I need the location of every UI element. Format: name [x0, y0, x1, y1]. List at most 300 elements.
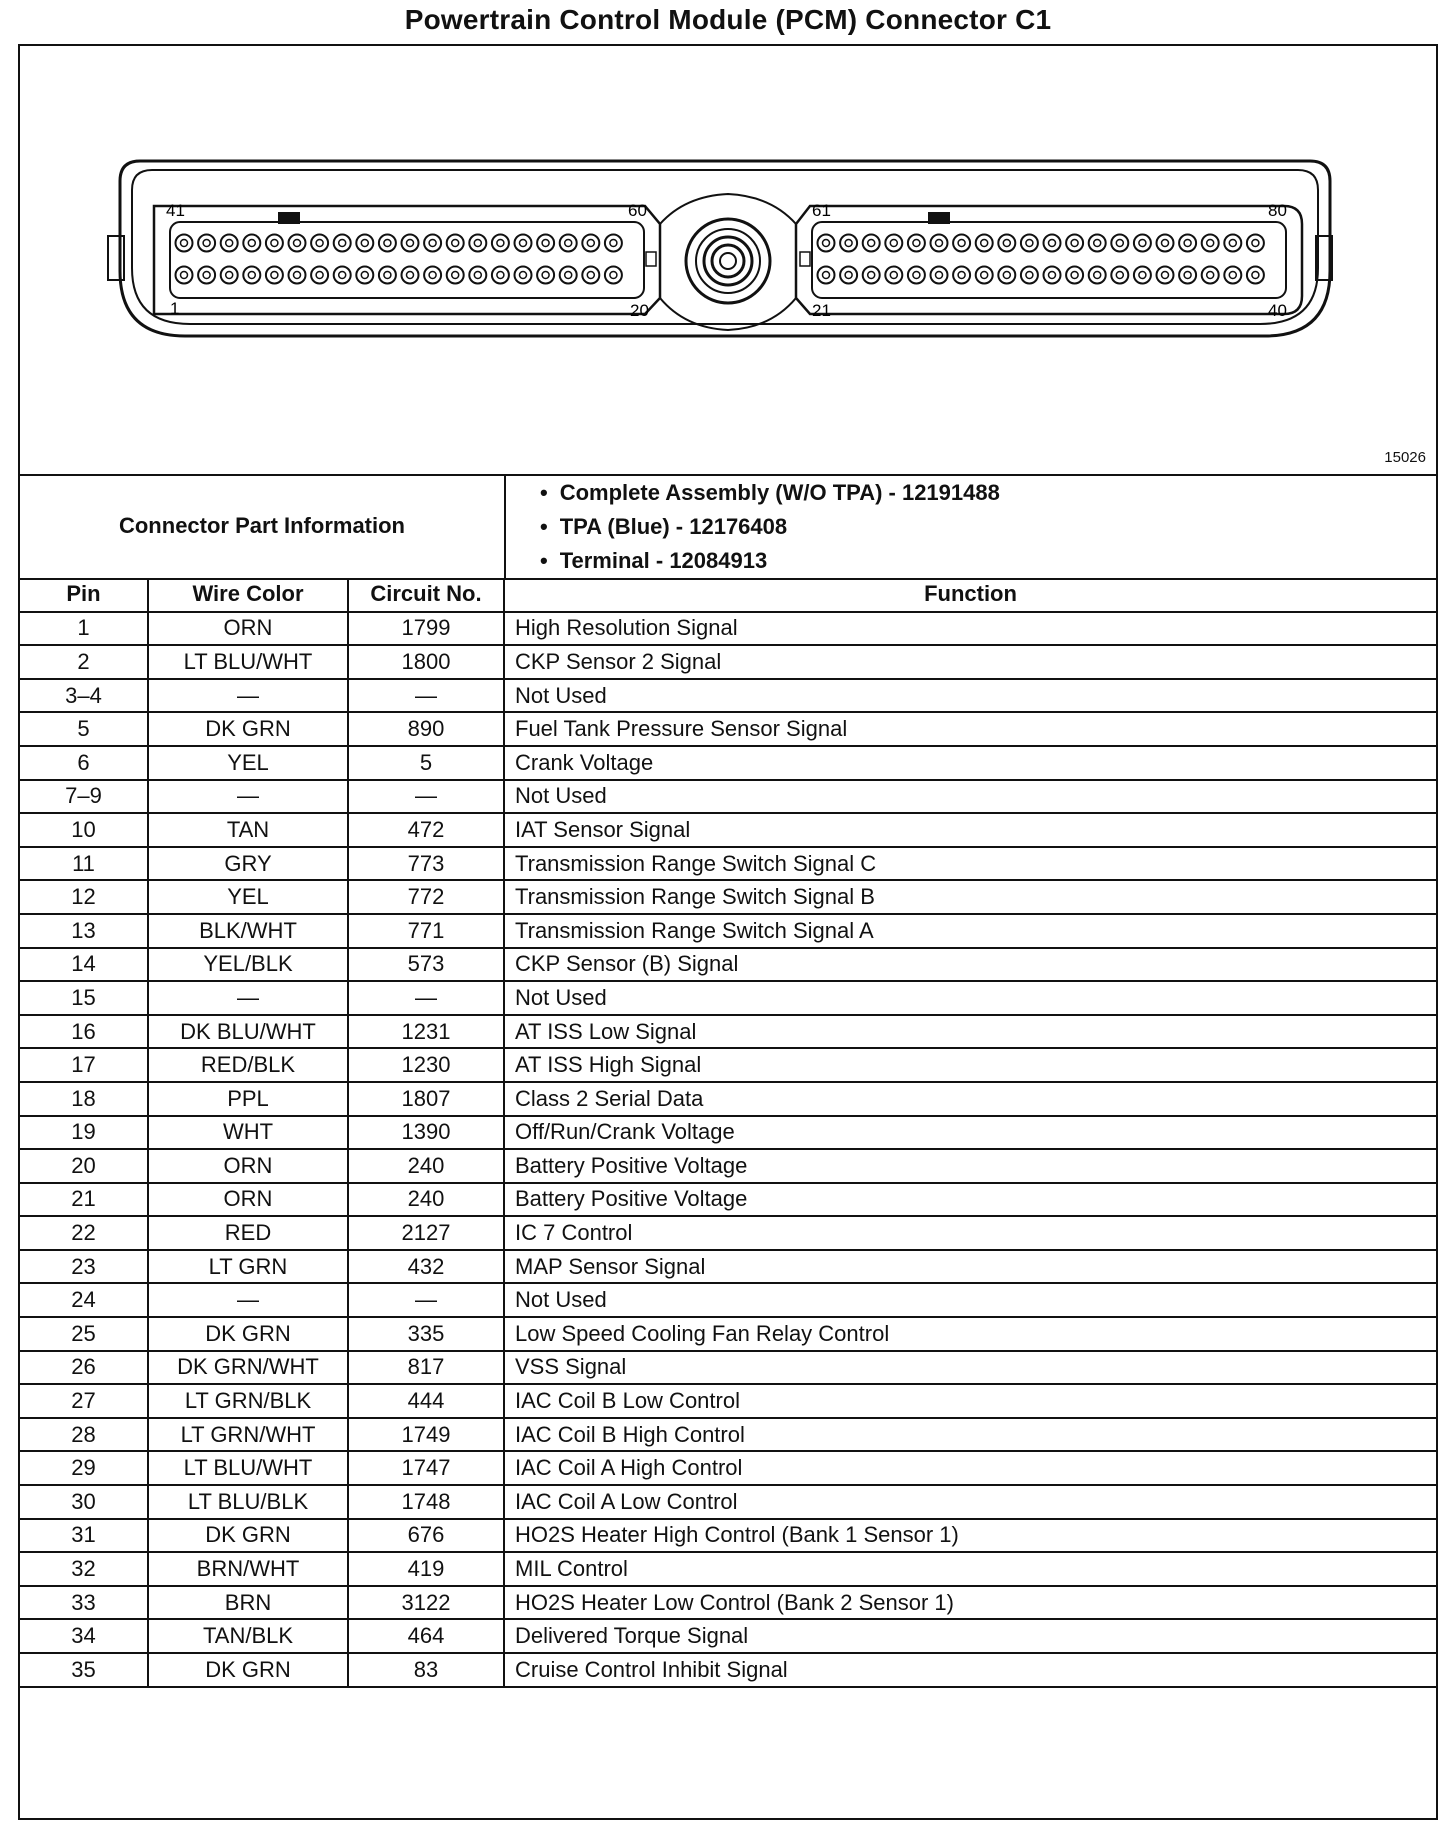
- function-cell: Off/Run/Crank Voltage: [504, 1116, 1436, 1150]
- table-row: [20, 813, 1436, 847]
- table-row: [20, 1216, 1436, 1250]
- function-cell: Not Used: [504, 981, 1436, 1015]
- circuit-cell: 240: [348, 1183, 504, 1217]
- pin-contact: [429, 272, 436, 279]
- wire-color-cell: DK GRN/WHT: [148, 1351, 348, 1385]
- pin-contact: [407, 240, 414, 247]
- table-row: [20, 1082, 1436, 1116]
- wire-color-cell: ORN: [148, 612, 348, 646]
- pin-socket: [289, 235, 306, 252]
- pin-cell: 17: [20, 1048, 148, 1082]
- function-cell: Battery Positive Voltage: [504, 1149, 1436, 1183]
- pin-cell: 18: [20, 1082, 148, 1116]
- pin-contact: [958, 272, 965, 279]
- pin-socket: [931, 235, 948, 252]
- wire-color-cell: BRN/WHT: [148, 1552, 348, 1586]
- connector-housing-inner: [132, 170, 1318, 324]
- pin-contact: [248, 240, 255, 247]
- function-cell: High Resolution Signal: [504, 612, 1436, 646]
- circuit-cell: 464: [348, 1619, 504, 1653]
- pin-contact: [1207, 272, 1214, 279]
- pin-socket: [424, 267, 441, 284]
- table-row: [20, 1451, 1436, 1485]
- pin-socket: [379, 235, 396, 252]
- function-cell: Low Speed Cooling Fan Relay Control: [504, 1317, 1436, 1351]
- circuit-cell: 335: [348, 1317, 504, 1351]
- pin-contact: [565, 240, 572, 247]
- circuit-cell: 419: [348, 1552, 504, 1586]
- table-row: [20, 847, 1436, 881]
- pin-socket: [1202, 235, 1219, 252]
- pin-contact: [1003, 272, 1010, 279]
- table-row: [20, 780, 1436, 814]
- pin-contact: [226, 240, 233, 247]
- table-row: [20, 1552, 1436, 1586]
- table-row: [20, 880, 1436, 914]
- pin-contact: [913, 272, 920, 279]
- pin-socket: [492, 267, 509, 284]
- pin-contact: [1139, 240, 1146, 247]
- pin-socket: [1247, 267, 1264, 284]
- pin-cell: 19: [20, 1116, 148, 1150]
- pin-contact: [868, 240, 875, 247]
- circuit-cell: 773: [348, 847, 504, 881]
- circuit-cell: 1747: [348, 1451, 504, 1485]
- wire-color-cell: DK BLU/WHT: [148, 1015, 348, 1049]
- function-cell: VSS Signal: [504, 1351, 1436, 1385]
- circuit-cell: 573: [348, 948, 504, 982]
- pin-cell: 32: [20, 1552, 148, 1586]
- pin-contact: [497, 240, 504, 247]
- pin-socket: [1066, 267, 1083, 284]
- pin-contact: [823, 272, 830, 279]
- pin-contact: [1094, 272, 1101, 279]
- pin-socket: [447, 267, 464, 284]
- pin-cell: 13: [20, 914, 148, 948]
- pin-contact: [520, 240, 527, 247]
- pin-cell: 22: [20, 1216, 148, 1250]
- wire-color-cell: RED/BLK: [148, 1048, 348, 1082]
- pin-contact: [913, 240, 920, 247]
- circuit-cell: 2127: [348, 1216, 504, 1250]
- table-row: [20, 612, 1436, 646]
- pin-cell: 1: [20, 612, 148, 646]
- pin-socket: [266, 267, 283, 284]
- pin-contact: [542, 272, 549, 279]
- pin-label-80: 80: [1268, 201, 1287, 220]
- pin-socket: [243, 267, 260, 284]
- wire-color-cell: —: [148, 679, 348, 713]
- pin-socket: [1157, 267, 1174, 284]
- pin-contact: [1184, 272, 1191, 279]
- header-function: Function: [504, 578, 1436, 612]
- pin-label-1: 1: [170, 299, 180, 318]
- pin-contact: [1252, 272, 1259, 279]
- circuit-cell: 890: [348, 712, 504, 746]
- table-row: [20, 1586, 1436, 1620]
- pin-label-61: 61: [812, 201, 831, 220]
- table-row: [20, 914, 1436, 948]
- function-cell: HO2S Heater High Control (Bank 1 Sensor 1): [504, 1519, 1436, 1553]
- function-cell: Transmission Range Switch Signal B: [504, 880, 1436, 914]
- right-pin-grid: [818, 235, 1264, 284]
- pin-contact: [1139, 272, 1146, 279]
- wire-color-cell: TAN/BLK: [148, 1619, 348, 1653]
- table-header-row: [20, 578, 1436, 612]
- wire-color-cell: BLK/WHT: [148, 914, 348, 948]
- wire-color-cell: —: [148, 1283, 348, 1317]
- function-cell: Battery Positive Voltage: [504, 1183, 1436, 1217]
- pin-contact: [407, 272, 414, 279]
- pin-socket: [1224, 235, 1241, 252]
- pin-contact: [610, 272, 617, 279]
- pin-cell: 31: [20, 1519, 148, 1553]
- wire-color-cell: DK GRN: [148, 712, 348, 746]
- pin-cell: 14: [20, 948, 148, 982]
- function-cell: Transmission Range Switch Signal A: [504, 914, 1436, 948]
- function-cell: AT ISS High Signal: [504, 1048, 1436, 1082]
- right-side-tab: [800, 252, 810, 266]
- pin-cell: 25: [20, 1317, 148, 1351]
- pin-socket: [840, 267, 857, 284]
- pin-socket: [976, 267, 993, 284]
- pin-socket: [243, 235, 260, 252]
- pin-contact: [610, 240, 617, 247]
- pin-contact: [474, 272, 481, 279]
- pin-socket: [1111, 235, 1128, 252]
- header-circuit: Circuit No.: [348, 578, 504, 612]
- circuit-cell: 240: [348, 1149, 504, 1183]
- pin-socket: [582, 235, 599, 252]
- left-pin-cavity: [170, 222, 644, 298]
- pin-socket: [885, 267, 902, 284]
- circuit-cell: 1807: [348, 1082, 504, 1116]
- wire-color-cell: BRN: [148, 1586, 348, 1620]
- table-row: [20, 1250, 1436, 1284]
- pin-contact: [203, 240, 210, 247]
- table-row: [20, 948, 1436, 982]
- pin-contact: [271, 272, 278, 279]
- header-wire-color: Wire Color: [148, 578, 348, 612]
- pin-contact: [542, 240, 549, 247]
- pin-socket: [560, 235, 577, 252]
- right-key-tab: [928, 212, 950, 224]
- circuit-cell: 676: [348, 1519, 504, 1553]
- left-pin-grid: [176, 235, 622, 284]
- wire-color-cell: TAN: [148, 813, 348, 847]
- pin-contact: [1207, 240, 1214, 247]
- pin-socket: [840, 235, 857, 252]
- pin-cell: 29: [20, 1451, 148, 1485]
- pin-label-20: 20: [630, 301, 649, 320]
- circuit-cell: 1749: [348, 1418, 504, 1452]
- pin-contact: [1162, 240, 1169, 247]
- pin-socket: [469, 235, 486, 252]
- circuit-cell: 1231: [348, 1015, 504, 1049]
- pin-contact: [294, 272, 301, 279]
- pin-contact: [1116, 240, 1123, 247]
- function-cell: Cruise Control Inhibit Signal: [504, 1653, 1436, 1687]
- pin-cell: 15: [20, 981, 148, 1015]
- function-cell: CKP Sensor (B) Signal: [504, 948, 1436, 982]
- pin-socket: [356, 267, 373, 284]
- pin-cell: 34: [20, 1619, 148, 1653]
- pin-contact: [361, 272, 368, 279]
- pin-cell: 27: [20, 1384, 148, 1418]
- pin-socket: [198, 267, 215, 284]
- pin-contact: [1049, 272, 1056, 279]
- table-row: [20, 1485, 1436, 1519]
- wire-color-cell: LT BLU/WHT: [148, 645, 348, 679]
- pin-contact: [452, 272, 459, 279]
- function-cell: IAC Coil A Low Control: [504, 1485, 1436, 1519]
- wire-color-cell: —: [148, 981, 348, 1015]
- pin-socket: [289, 267, 306, 284]
- pin-contact: [474, 240, 481, 247]
- pin-cell: 7–9: [20, 780, 148, 814]
- function-cell: Transmission Range Switch Signal C: [504, 847, 1436, 881]
- table-row: [20, 1619, 1436, 1653]
- pin-socket: [908, 267, 925, 284]
- pin-cell: 28: [20, 1418, 148, 1452]
- pin-socket: [447, 235, 464, 252]
- table-row: [20, 981, 1436, 1015]
- pin-socket: [537, 235, 554, 252]
- table-row: [20, 1116, 1436, 1150]
- pin-contact: [497, 272, 504, 279]
- pin-socket: [402, 235, 419, 252]
- pin-socket: [1021, 267, 1038, 284]
- pin-socket: [1066, 235, 1083, 252]
- table-row: [20, 1351, 1436, 1385]
- pin-contact: [384, 272, 391, 279]
- circuit-cell: 1800: [348, 645, 504, 679]
- pin-contact: [1071, 272, 1078, 279]
- pin-socket: [582, 267, 599, 284]
- figure-number: 15026: [1384, 449, 1426, 466]
- pin-contact: [890, 272, 897, 279]
- circuit-cell: 1230: [348, 1048, 504, 1082]
- pin-contact: [1026, 240, 1033, 247]
- pin-socket: [537, 267, 554, 284]
- pin-contact: [981, 240, 988, 247]
- pin-socket: [1111, 267, 1128, 284]
- pin-socket: [176, 267, 193, 284]
- pin-contact: [936, 240, 943, 247]
- wire-color-cell: YEL/BLK: [148, 948, 348, 982]
- wire-color-cell: YEL: [148, 880, 348, 914]
- pin-socket: [1089, 235, 1106, 252]
- pin-contact: [316, 272, 323, 279]
- table-row: [20, 1015, 1436, 1049]
- pin-contact: [1026, 272, 1033, 279]
- pin-contact: [1252, 240, 1259, 247]
- table-row: [20, 1653, 1436, 1687]
- wire-color-cell: LT GRN/WHT: [148, 1418, 348, 1452]
- table-row: [20, 1384, 1436, 1418]
- left-latch: [108, 236, 124, 280]
- circuit-cell: 771: [348, 914, 504, 948]
- wire-color-cell: LT GRN: [148, 1250, 348, 1284]
- pin-socket: [818, 267, 835, 284]
- pin-socket: [515, 235, 532, 252]
- part-info-item: • Complete Assembly (W/O TPA) - 12191488: [518, 476, 1000, 510]
- pin-socket: [334, 267, 351, 284]
- pin-cell: 16: [20, 1015, 148, 1049]
- function-cell: IAC Coil B High Control: [504, 1418, 1436, 1452]
- table-row: [20, 1149, 1436, 1183]
- pin-contact: [226, 272, 233, 279]
- header-pin: Pin: [20, 578, 148, 612]
- pin-contact: [936, 272, 943, 279]
- pin-label-41: 41: [166, 201, 185, 220]
- left-key-tab: [278, 212, 300, 224]
- circuit-cell: 817: [348, 1351, 504, 1385]
- pin-socket: [311, 267, 328, 284]
- circuit-cell: 432: [348, 1250, 504, 1284]
- pin-socket: [1044, 267, 1061, 284]
- table-row: [20, 1317, 1436, 1351]
- connector-illustration: [20, 46, 1436, 474]
- center-post-outline: [660, 194, 796, 330]
- part-info-item: • Terminal - 12084913: [518, 544, 1000, 578]
- pin-socket: [221, 235, 238, 252]
- pin-contact: [1184, 240, 1191, 247]
- pin-socket: [311, 235, 328, 252]
- pin-contact: [1229, 240, 1236, 247]
- pin-contact: [1162, 272, 1169, 279]
- pin-contact: [1003, 240, 1010, 247]
- pin-cell: 30: [20, 1485, 148, 1519]
- pin-socket: [953, 235, 970, 252]
- circuit-cell: 3122: [348, 1586, 504, 1620]
- part-info-item: • TPA (Blue) - 12176408: [518, 510, 1000, 544]
- table-row: [20, 645, 1436, 679]
- pin-cell: 21: [20, 1183, 148, 1217]
- pin-socket: [424, 235, 441, 252]
- jackscrew: [686, 219, 770, 303]
- pin-label-21: 21: [812, 301, 831, 320]
- pin-contact: [587, 272, 594, 279]
- pin-socket: [998, 235, 1015, 252]
- circuit-cell: 83: [348, 1653, 504, 1687]
- pin-socket: [1089, 267, 1106, 284]
- circuit-cell: —: [348, 1283, 504, 1317]
- connector-diagram: [20, 46, 1436, 476]
- pin-socket: [402, 267, 419, 284]
- circuit-cell: 772: [348, 880, 504, 914]
- pin-socket: [818, 235, 835, 252]
- pin-socket: [1247, 235, 1264, 252]
- pin-socket: [198, 235, 215, 252]
- circuit-cell: 472: [348, 813, 504, 847]
- wire-color-cell: DK GRN: [148, 1317, 348, 1351]
- pin-contact: [429, 240, 436, 247]
- pin-contact: [248, 272, 255, 279]
- function-cell: AT ISS Low Signal: [504, 1015, 1436, 1049]
- part-info-label: Connector Part Information: [20, 474, 506, 578]
- pin-contact: [890, 240, 897, 247]
- table-row: [20, 746, 1436, 780]
- pin-socket: [998, 267, 1015, 284]
- pin-socket: [356, 235, 373, 252]
- pin-socket: [885, 235, 902, 252]
- circuit-cell: 1748: [348, 1485, 504, 1519]
- pin-socket: [863, 267, 880, 284]
- wire-color-cell: GRY: [148, 847, 348, 881]
- pin-socket: [605, 267, 622, 284]
- function-cell: CKP Sensor 2 Signal: [504, 645, 1436, 679]
- wire-color-cell: RED: [148, 1216, 348, 1250]
- pin-contact: [587, 240, 594, 247]
- pin-contact: [1116, 272, 1123, 279]
- function-cell: Class 2 Serial Data: [504, 1082, 1436, 1116]
- wire-color-cell: ORN: [148, 1149, 348, 1183]
- wire-color-cell: WHT: [148, 1116, 348, 1150]
- wire-color-cell: DK GRN: [148, 1519, 348, 1553]
- pin-table: [20, 578, 1436, 1688]
- pin-cell: 33: [20, 1586, 148, 1620]
- function-cell: Not Used: [504, 679, 1436, 713]
- pin-cell: 35: [20, 1653, 148, 1687]
- pin-socket: [1179, 267, 1196, 284]
- function-cell: MIL Control: [504, 1552, 1436, 1586]
- pin-contact: [823, 240, 830, 247]
- pin-contact: [520, 272, 527, 279]
- page-title: Powertrain Control Module (PCM) Connector C1: [404, 4, 1052, 35]
- pin-contact: [361, 240, 368, 247]
- pin-cell: 23: [20, 1250, 148, 1284]
- pin-cell: 24: [20, 1283, 148, 1317]
- circuit-cell: —: [348, 679, 504, 713]
- function-cell: IAT Sensor Signal: [504, 813, 1436, 847]
- pin-contact: [981, 272, 988, 279]
- pin-cell: 11: [20, 847, 148, 881]
- pin-contact: [294, 240, 301, 247]
- pin-socket: [863, 235, 880, 252]
- pin-cell: 12: [20, 880, 148, 914]
- table-row: [20, 679, 1436, 713]
- wire-color-cell: LT BLU/WHT: [148, 1451, 348, 1485]
- pin-cell: 10: [20, 813, 148, 847]
- pin-socket: [515, 267, 532, 284]
- circuit-cell: —: [348, 981, 504, 1015]
- circuit-cell: 1390: [348, 1116, 504, 1150]
- right-pin-cavity: [812, 222, 1286, 298]
- pin-socket: [908, 235, 925, 252]
- pin-socket: [605, 235, 622, 252]
- wire-color-cell: LT GRN/BLK: [148, 1384, 348, 1418]
- pin-socket: [1224, 267, 1241, 284]
- pin-contact: [1071, 240, 1078, 247]
- pin-contact: [316, 240, 323, 247]
- pin-label-40: 40: [1268, 301, 1287, 320]
- pin-contact: [181, 240, 188, 247]
- wire-color-cell: PPL: [148, 1082, 348, 1116]
- pin-socket: [492, 235, 509, 252]
- function-cell: IAC Coil B Low Control: [504, 1384, 1436, 1418]
- pin-socket: [176, 235, 193, 252]
- pin-cell: 2: [20, 645, 148, 679]
- pin-contact: [1229, 272, 1236, 279]
- pin-socket: [334, 235, 351, 252]
- part-info-list: [518, 476, 1000, 578]
- function-cell: MAP Sensor Signal: [504, 1250, 1436, 1284]
- wire-color-cell: —: [148, 780, 348, 814]
- function-cell: IC 7 Control: [504, 1216, 1436, 1250]
- table-row: [20, 1283, 1436, 1317]
- wire-color-cell: YEL: [148, 746, 348, 780]
